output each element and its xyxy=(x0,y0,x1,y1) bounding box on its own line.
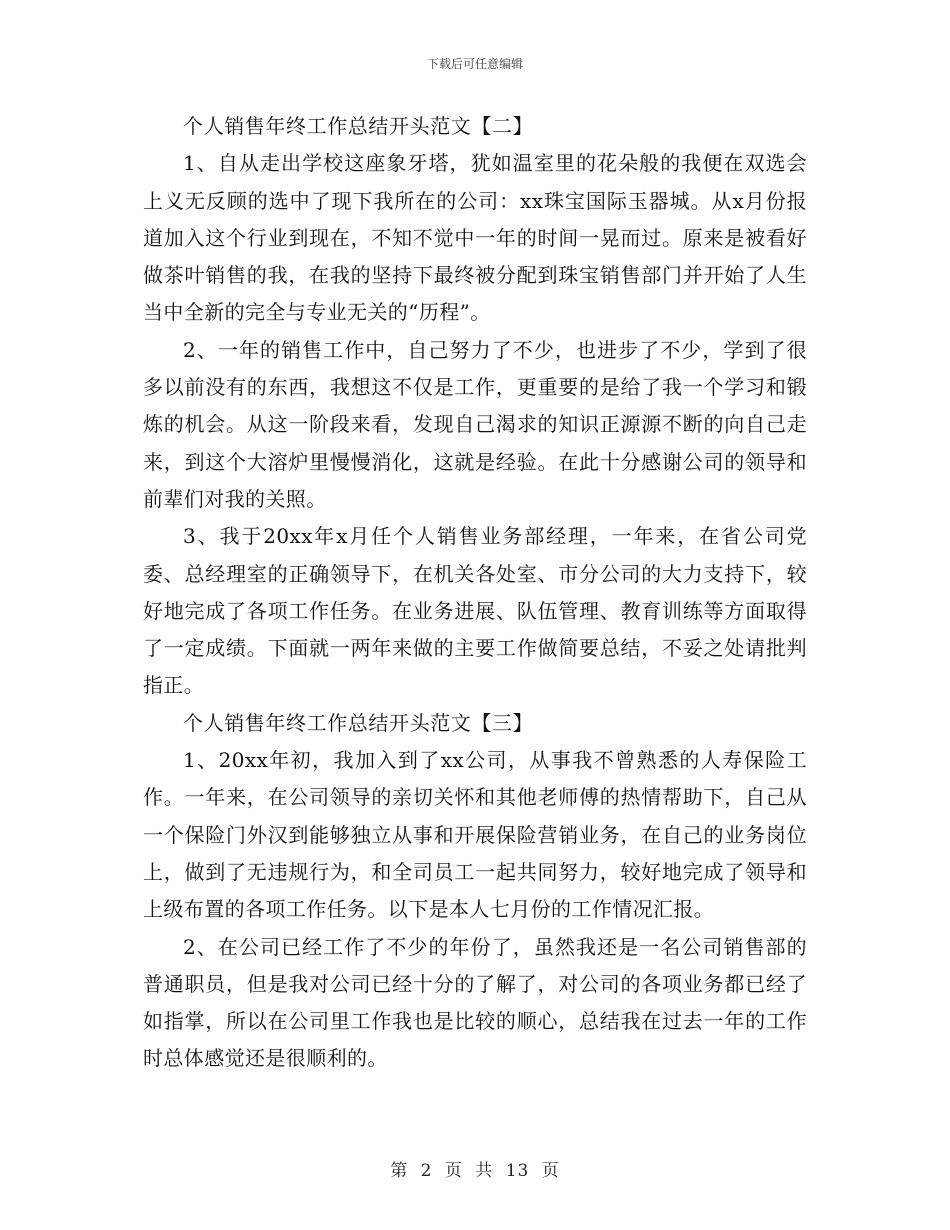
section-heading-2: 个人销售年终工作总结开头范文【二】 xyxy=(183,114,534,138)
paragraph: 2、在公司已经工作了不少的年份了，虽然我还是一名公司销售部的普通职员，但是我对公司已经十分的了解了，对公司的各项业务都已经了如指掌，所以在公司里工作我也是比较的顺心，总结我在过去一年的工作时总体感觉还是很顺利的。 xyxy=(143,934,807,1071)
page-number: 第 2 页 共 13 页 xyxy=(390,1161,560,1181)
paragraph: 1、20xx年初，我加入到了xx公司，从事我不曾熟悉的人寿保险工作。一年来，在公司领导的亲切关怀和其他老师傅的热情帮助下，自己从一个保险门外汉到能够独立从事和开展保险营销业务，在自己的业务岗位上，做到了无违规行为，和全司员工一起共同努力，较好地完成了领导和上级布置的各项工作任务。以下是本人七月份的工作情况汇报。 xyxy=(143,748,807,922)
document-body xyxy=(143,108,807,1078)
paragraph: 1、自从走出学校这座象牙塔，犹如温室里的花朵般的我便在双选会上义无反顾的选中了现下我所在的公司：xx珠宝国际玉器城。从x月份报道加入这个行业到现在，不知不觉中一年的时间一晃而过。原来是被看好做茶叶销售的我，在我的坚持下最终被分配到珠宝销售部门并开始了人生当中全新的完全与专业无关的“历程”。 xyxy=(143,151,807,325)
paragraph: 3、我于20xx年x月任个人销售业务部经理，一年来，在省公司党委、总经理室的正确领导下，在机关各处室、市分公司的大力支持下，较好地完成了各项工作任务。在业务进展、队伍管理、教育训练等方面取得了一定成绩。下面就一两年来做的主要工作做简要总结，不妥之处请批判指正。 xyxy=(143,524,807,698)
paragraph: 2、一年的销售工作中，自己努力了不少，也进步了不少，学到了很多以前没有的东西，我想这不仅是工作，更重要的是给了我一个学习和锻炼的机会。从这一阶段来看，发现自己渴求的知识正源源不断的向自己走来，到这个大溶炉里慢慢消化，这就是经验。在此十分感谢公司的领导和前辈们对我的关照。 xyxy=(143,337,807,511)
section-heading-3: 个人销售年终工作总结开头范文【三】 xyxy=(183,710,534,735)
header-note: 下载后可任意编辑 xyxy=(426,57,523,71)
